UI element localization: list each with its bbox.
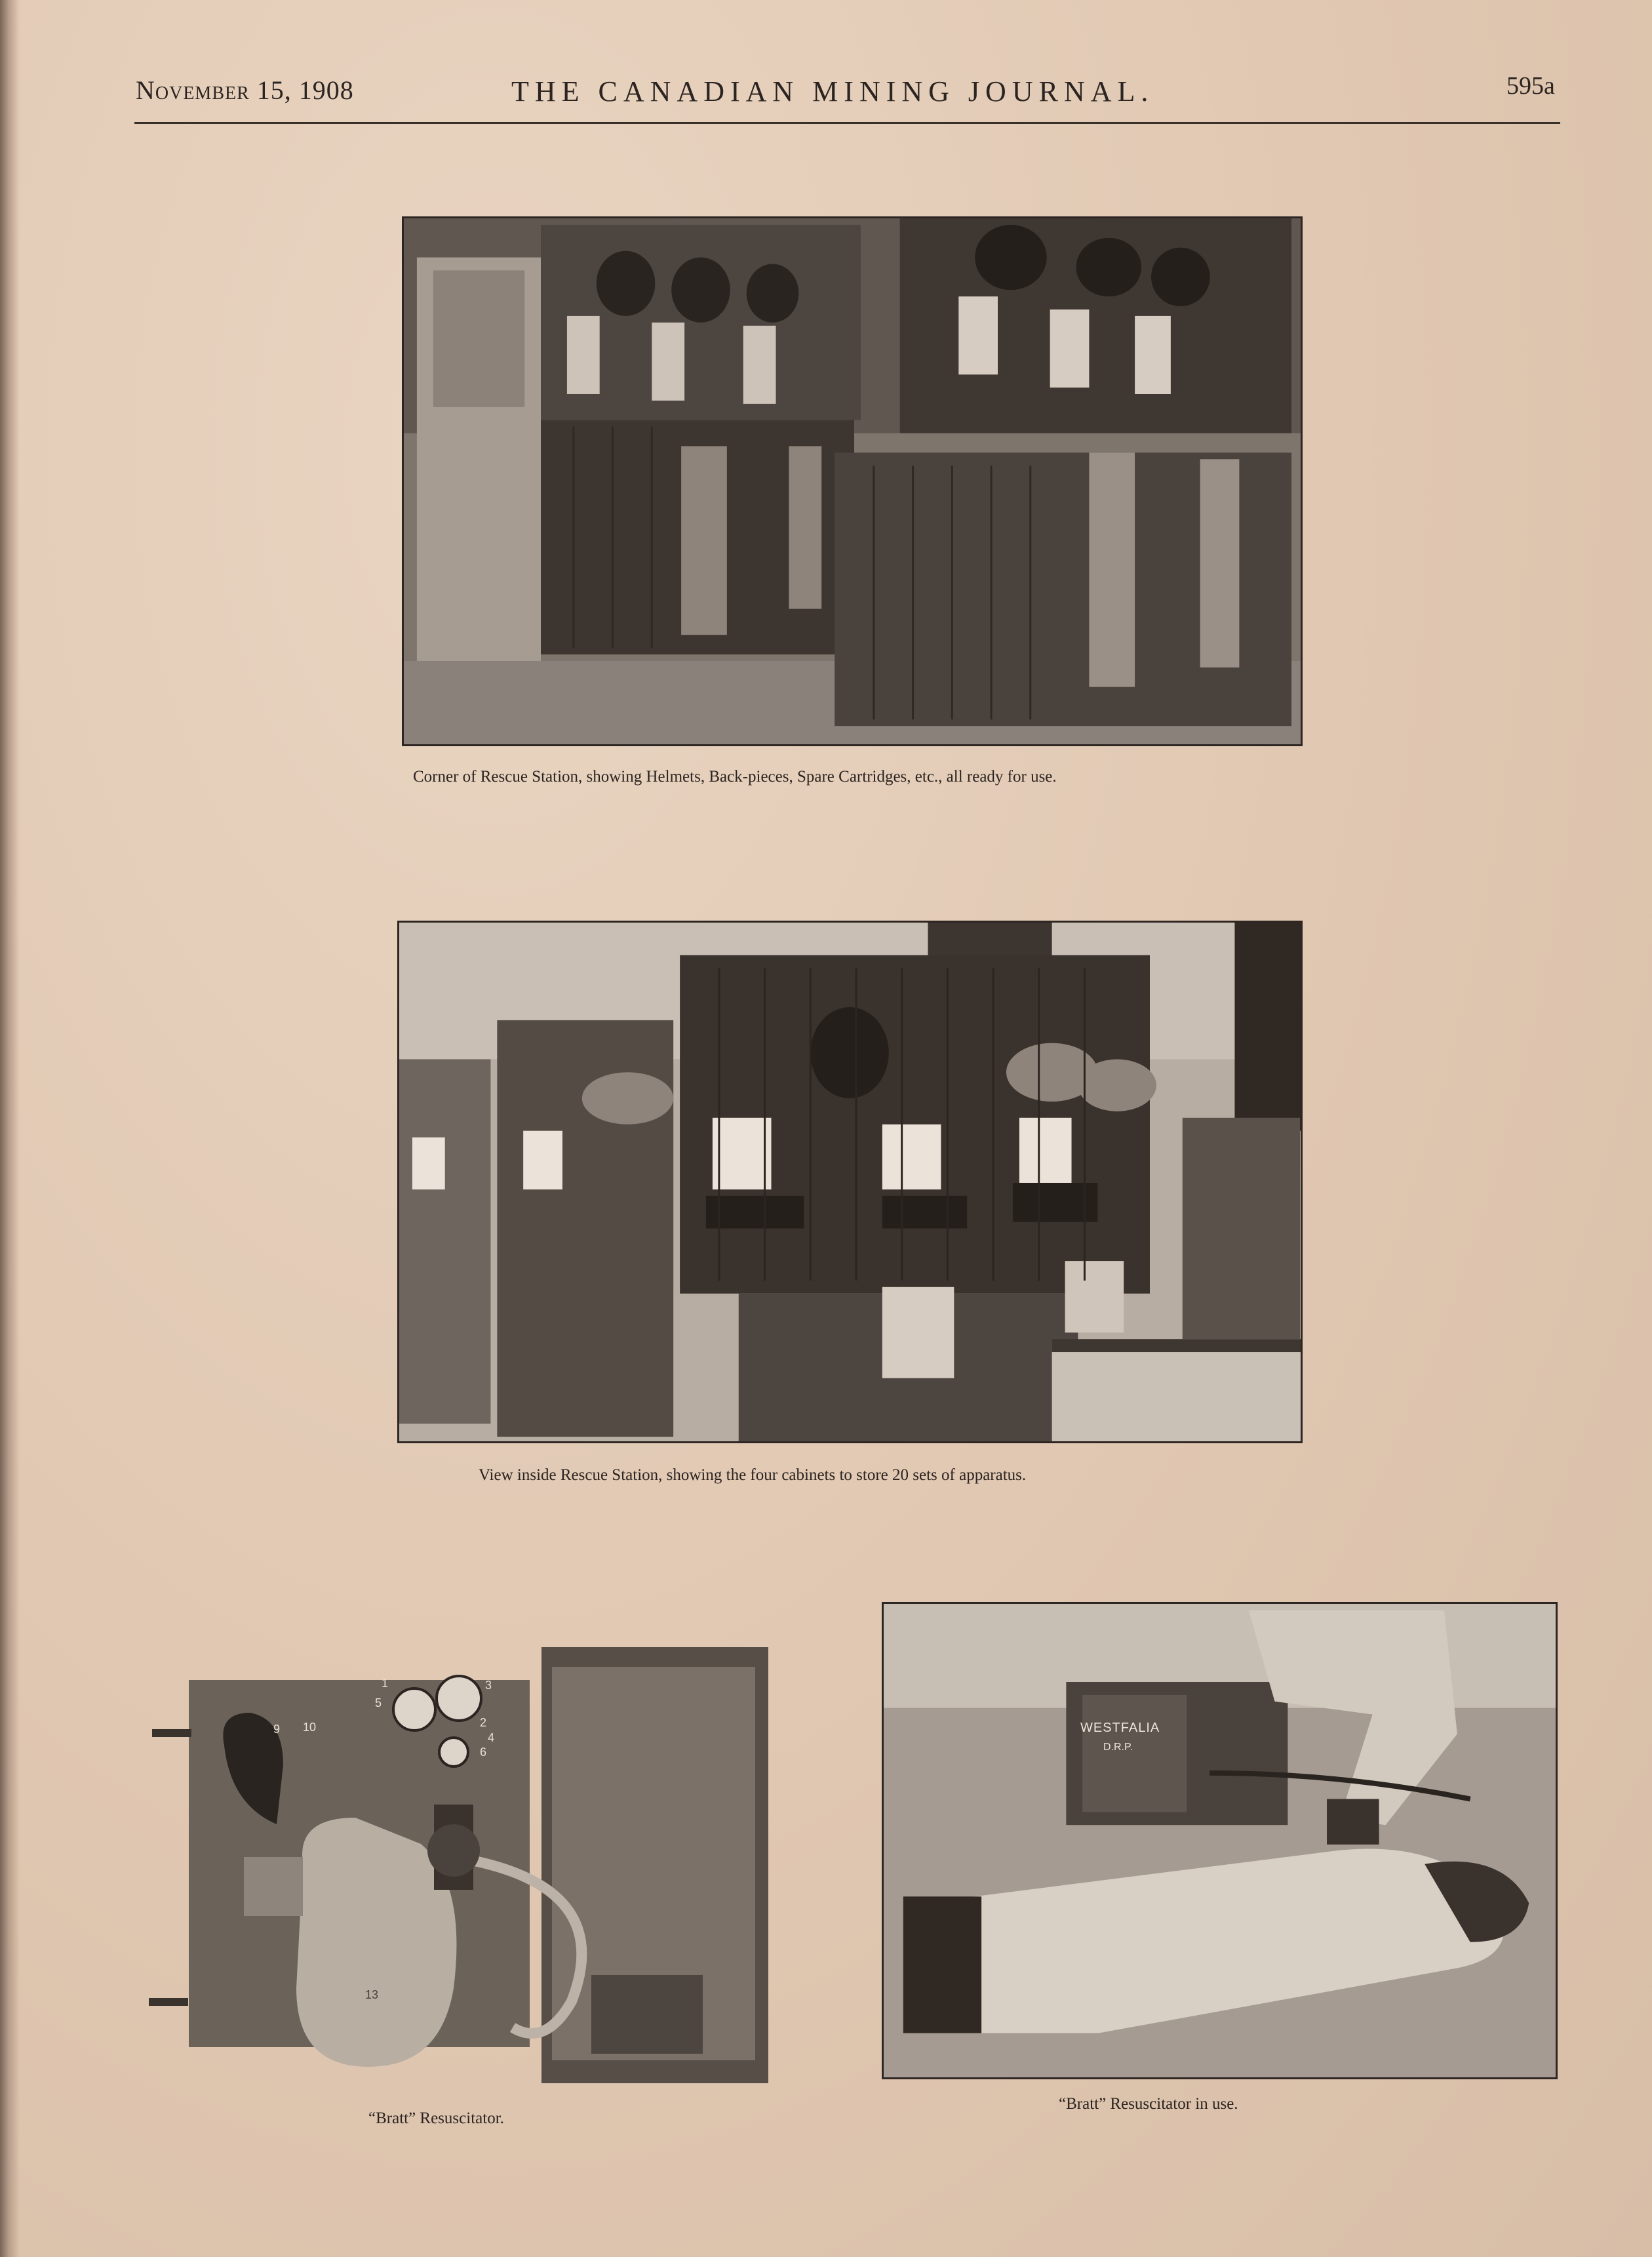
photo-bratt-resuscitator <box>146 1647 781 2093</box>
photo-rescue-station-interior <box>397 921 1303 1443</box>
caption-rescue-station-corner: Corner of Rescue Station, showing Helmets, Back-pieces, Spare Cartridges, etc., all ready for use. <box>413 768 1057 786</box>
caption-rescue-station-interior: View inside Rescue Station, showing the four cabinets to store 20 sets of apparatus. <box>479 1466 1027 1484</box>
header-rule <box>134 122 1560 124</box>
label-4: 4 <box>488 1731 495 1744</box>
label-1: 1 <box>382 1677 389 1690</box>
page-number: 595a <box>1506 72 1555 100</box>
binding-shadow <box>0 0 20 2257</box>
issue-date: November 15, 1908 <box>136 75 354 105</box>
label-2: 2 <box>480 1716 487 1729</box>
label-9: 9 <box>273 1723 281 1736</box>
caption-bratt-resuscitator: “Bratt” Resuscitator. <box>368 2109 504 2127</box>
caption-bratt-resuscitator-in-use: “Bratt” Resuscitator in use. <box>1059 2095 1238 2113</box>
label-10: 10 <box>303 1721 317 1734</box>
box-lettering-westfalia: WESTFALIA <box>1080 1721 1160 1735</box>
photo-rescue-station-corner <box>402 216 1303 746</box>
label-6: 6 <box>480 1746 487 1759</box>
box-lettering-drp: D.R.P. <box>1103 1742 1133 1753</box>
journal-title: THE CANADIAN MINING JOURNAL. <box>511 75 1154 108</box>
label-3: 3 <box>485 1679 492 1692</box>
label-13: 13 <box>365 1988 379 2001</box>
photo-bratt-resuscitator-in-use <box>882 1602 1558 2079</box>
label-5: 5 <box>375 1696 382 1709</box>
